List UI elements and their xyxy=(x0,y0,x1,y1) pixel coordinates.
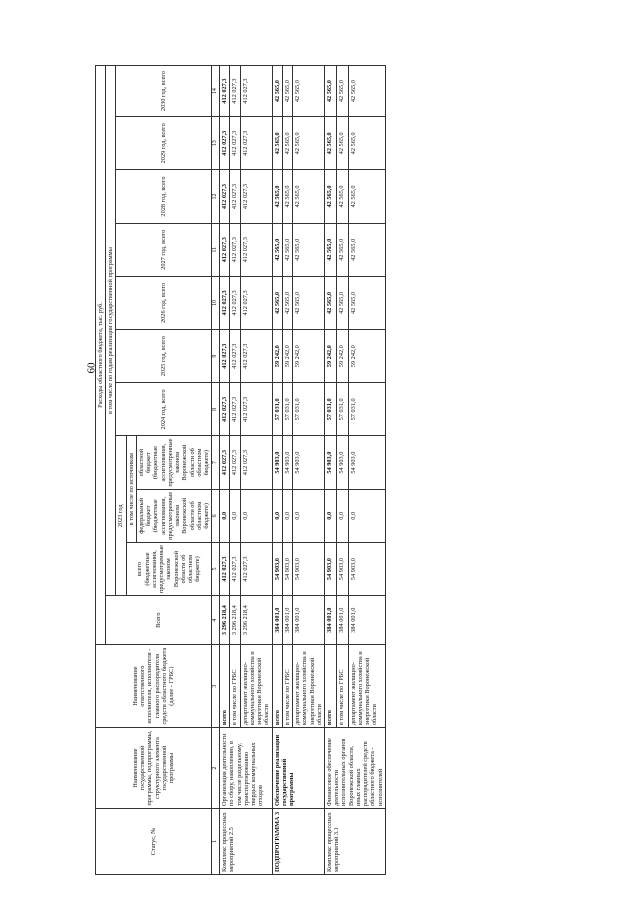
row-executor: в том числе по ГРБС xyxy=(336,645,348,728)
row-value: 384 001,0 xyxy=(282,596,292,645)
row-value: 54 903,0 xyxy=(293,542,325,595)
row-value: 42 565,0 xyxy=(272,66,282,117)
column-number: 1 xyxy=(212,809,220,875)
row-value: 54 903,0 xyxy=(336,436,348,489)
row-executor: в том числе по ГРБС xyxy=(230,645,240,728)
row-value: 57 031,0 xyxy=(293,383,325,436)
row-value: 42 565,0 xyxy=(272,117,282,170)
row-value: 59 242,0 xyxy=(336,330,348,383)
row-value: 42 565,0 xyxy=(336,223,348,276)
row-value: 384 001,0 xyxy=(324,596,336,645)
header-expenses: Расходы областного бюджета, тыс. руб. xyxy=(96,66,106,645)
rotated-table-container xyxy=(95,65,630,875)
row-value: 54 903,0 xyxy=(272,542,282,595)
row-status: ПОДПРОГРАММА 3 xyxy=(272,809,324,875)
row-value: 59 242,0 xyxy=(293,330,325,383)
column-number: 6 xyxy=(212,489,220,542)
row-value: 0,0 xyxy=(240,489,272,542)
row-value: 42 565,0 xyxy=(293,170,325,223)
row-value: 0,0 xyxy=(348,489,385,542)
row-value: 42 565,0 xyxy=(336,66,348,117)
row-value: 59 242,0 xyxy=(282,330,292,383)
row-value: 3 296 218,4 xyxy=(240,596,272,645)
header-by-years: в том числе по годам реализации государственной программы xyxy=(106,66,116,596)
row-value: 54 903,0 xyxy=(282,542,292,595)
table-body xyxy=(220,66,386,875)
row-value: 42 565,0 xyxy=(282,223,292,276)
header-2026: 2026 год, всего xyxy=(116,276,212,329)
row-value: 42 565,0 xyxy=(336,117,348,170)
header-2027: 2027 год, всего xyxy=(116,223,212,276)
row-value: 42 565,0 xyxy=(282,117,292,170)
row-executor: всего xyxy=(324,645,336,728)
row-value: 3 296 218,4 xyxy=(230,596,240,645)
row-value: 412 027,3 xyxy=(220,383,230,436)
row-value: 412 027,3 xyxy=(230,117,240,170)
column-number: 9 xyxy=(212,330,220,383)
header-year-2023: 2023 год xyxy=(116,436,126,596)
header-by-sources: в том числе по источникам xyxy=(126,436,136,542)
column-number: 12 xyxy=(212,170,220,223)
row-value: 42 565,0 xyxy=(293,117,325,170)
header-2025: 2025 год, всего xyxy=(116,330,212,383)
table-row xyxy=(324,66,336,875)
row-value: 412 027,3 xyxy=(240,223,272,276)
row-value: 42 565,0 xyxy=(293,276,325,329)
header-2023-federal: федеральный бюджет (бюджетные ассигнования, предусмотренные законом Воронежской области об областном бюджете) xyxy=(136,489,211,542)
row-value: 412 027,3 xyxy=(220,330,230,383)
row-executor: департамент жилищно-коммунального хозяйства и энергетики Воронежской области xyxy=(240,645,272,728)
row-value: 57 031,0 xyxy=(282,383,292,436)
row-value: 384 001,0 xyxy=(348,596,385,645)
row-value: 42 565,0 xyxy=(348,223,385,276)
row-value: 57 031,0 xyxy=(324,383,336,436)
row-value: 42 565,0 xyxy=(324,223,336,276)
row-value: 42 565,0 xyxy=(282,66,292,117)
header-2023-total: всего (бюджетные ассигнования, предусмотренные законом Воронежской области об областном бюджете) xyxy=(126,542,212,595)
column-number: 14 xyxy=(212,66,220,117)
row-value: 42 565,0 xyxy=(348,170,385,223)
row-value: 412 027,3 xyxy=(240,170,272,223)
row-name: Финансовое обеспечение деятельности исполнительных органов Воронежской области, иных главных распорядителей средств областного бюджета - исполнителей xyxy=(324,728,385,809)
row-value: 0,0 xyxy=(282,489,292,542)
row-value: 412 027,3 xyxy=(230,223,240,276)
row-value: 412 027,3 xyxy=(220,542,230,595)
row-value: 3 296 218,4 xyxy=(220,596,230,645)
column-number: 3 xyxy=(212,645,220,728)
row-executor: департамент жилищно-коммунального хозяйства и энергетики Воронежской области xyxy=(348,645,385,728)
row-value: 42 565,0 xyxy=(324,170,336,223)
row-value: 0,0 xyxy=(220,489,230,542)
row-value: 384 001,0 xyxy=(336,596,348,645)
table-row xyxy=(272,66,282,875)
header-executor: Наименование ответственного исполнителя, исполнителя - главного распорядителя средств областного бюджета (далее - ГРБС) xyxy=(96,645,212,728)
row-value: 412 027,3 xyxy=(220,276,230,329)
header-2029: 2029 год, всего xyxy=(116,117,212,170)
row-value: 0,0 xyxy=(293,489,325,542)
row-value: 57 031,0 xyxy=(336,383,348,436)
row-value: 59 242,0 xyxy=(348,330,385,383)
column-number: 2 xyxy=(212,728,220,809)
row-value: 0,0 xyxy=(230,489,240,542)
row-value: 42 565,0 xyxy=(293,223,325,276)
row-value: 42 565,0 xyxy=(272,276,282,329)
row-value: 54 903,0 xyxy=(272,436,282,489)
row-value: 412 027,3 xyxy=(230,66,240,117)
row-value: 42 565,0 xyxy=(272,223,282,276)
row-value: 54 903,0 xyxy=(348,436,385,489)
row-value: 42 565,0 xyxy=(336,276,348,329)
column-number: 7 xyxy=(212,436,220,489)
column-number: 4 xyxy=(212,596,220,645)
header-2028: 2028 год, всего xyxy=(116,170,212,223)
row-status: Комплекс процессных мероприятий 3.1 xyxy=(324,809,385,875)
row-value: 384 001,0 xyxy=(293,596,325,645)
budget-table xyxy=(95,65,386,875)
row-value: 54 903,0 xyxy=(282,436,292,489)
row-value: 412 027,3 xyxy=(240,117,272,170)
row-value: 412 027,3 xyxy=(240,276,272,329)
row-value: 412 027,3 xyxy=(220,117,230,170)
row-name: Организация деятельности по сбору, накоплению, в том числе раздельному, транспортированию твердых коммунальных отходов xyxy=(220,728,272,809)
row-value: 412 027,3 xyxy=(240,383,272,436)
row-value: 57 031,0 xyxy=(272,383,282,436)
row-value: 42 565,0 xyxy=(324,276,336,329)
row-executor: всего xyxy=(272,645,282,728)
row-value: 412 027,3 xyxy=(220,66,230,117)
row-value: 384 001,0 xyxy=(272,596,282,645)
row-value: 412 027,3 xyxy=(230,383,240,436)
header-status: Статус, № xyxy=(96,809,212,875)
row-value: 412 027,3 xyxy=(230,436,240,489)
row-value: 42 565,0 xyxy=(272,170,282,223)
row-value: 0,0 xyxy=(336,489,348,542)
row-value: 59 242,0 xyxy=(272,330,282,383)
row-value: 0,0 xyxy=(324,489,336,542)
row-value: 412 027,3 xyxy=(220,170,230,223)
row-value: 412 027,3 xyxy=(220,223,230,276)
row-value: 54 903,0 xyxy=(336,542,348,595)
header-2024: 2024 год, всего xyxy=(116,383,212,436)
row-value: 42 565,0 xyxy=(348,66,385,117)
row-value: 57 031,0 xyxy=(348,383,385,436)
row-value: 412 027,3 xyxy=(240,66,272,117)
row-executor: всего xyxy=(220,645,230,728)
row-value: 42 565,0 xyxy=(324,117,336,170)
row-value: 412 027,3 xyxy=(240,542,272,595)
header-2030: 2030 год, всего xyxy=(116,66,212,117)
column-number: 5 xyxy=(212,542,220,595)
row-value: 412 027,3 xyxy=(230,276,240,329)
row-value: 412 027,3 xyxy=(220,436,230,489)
page-number: 60 xyxy=(85,362,98,374)
row-value: 412 027,3 xyxy=(230,542,240,595)
row-value: 412 027,3 xyxy=(240,330,272,383)
row-value: 54 903,0 xyxy=(348,542,385,595)
row-value: 54 903,0 xyxy=(293,436,325,489)
row-value: 54 903,0 xyxy=(324,542,336,595)
column-number: 10 xyxy=(212,276,220,329)
row-value: 42 565,0 xyxy=(348,276,385,329)
row-value: 412 027,3 xyxy=(230,170,240,223)
row-value: 42 565,0 xyxy=(348,117,385,170)
row-value: 42 565,0 xyxy=(336,170,348,223)
row-status: Комплекс процессных мероприятий 2.5 xyxy=(220,809,272,875)
row-value: 42 565,0 xyxy=(282,170,292,223)
row-value: 42 565,0 xyxy=(282,276,292,329)
column-numbers-row xyxy=(212,66,220,875)
column-number: 13 xyxy=(212,117,220,170)
row-value: 0,0 xyxy=(272,489,282,542)
row-value: 54 903,0 xyxy=(324,436,336,489)
row-executor: департамент жилищно-коммунального хозяйства и энергетики Воронежской области xyxy=(293,645,325,728)
header-2023-regional: областной бюджет (бюджетные ассигнования, предусмотренные законом Воронежской области об областном бюджете) xyxy=(136,436,211,489)
header-name: Наименование государственной программы, подпрограммы, структурного элемента государственной программы xyxy=(96,728,212,809)
row-name: Обеспечение реализации государственной программы xyxy=(272,728,324,809)
row-executor: в том числе по ГРБС xyxy=(282,645,292,728)
row-value: 412 027,3 xyxy=(240,436,272,489)
column-number: 8 xyxy=(212,383,220,436)
row-value: 412 027,3 xyxy=(230,330,240,383)
column-number: 11 xyxy=(212,223,220,276)
table-row xyxy=(220,66,230,875)
header-total: Всего xyxy=(106,596,212,645)
row-value: 42 565,0 xyxy=(293,66,325,117)
row-value: 59 242,0 xyxy=(324,330,336,383)
row-value: 42 565,0 xyxy=(324,66,336,117)
